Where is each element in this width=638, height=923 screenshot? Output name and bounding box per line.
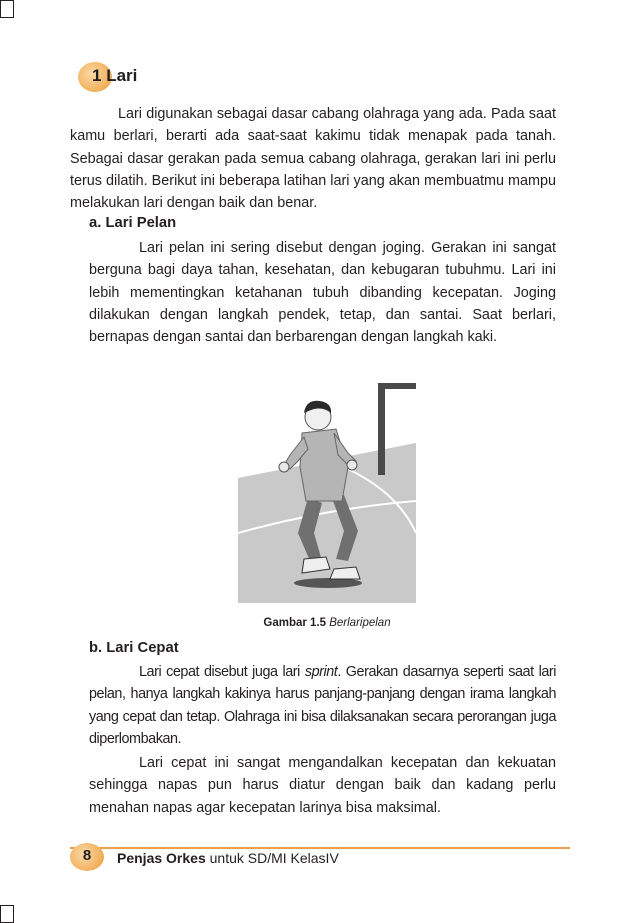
footer-book-title xyxy=(117,850,339,866)
crop-mark-bottom xyxy=(0,905,14,923)
lari-cepat-paragraph-2: Lari cepat ini sangat mengandalkan kecepatan dan kekuatan sehingga napas pun harus diatur dengan baik dan kadang perlu menahan napas agar kecepatan larinya bisa maksimal. xyxy=(89,755,556,816)
boy-jogging-illustration xyxy=(238,383,416,603)
sprint-term: sprint xyxy=(304,664,338,680)
figure-illustration xyxy=(238,383,416,603)
lari-cepat-text-start: Lari cepat disebut juga lari xyxy=(139,664,305,680)
subheading-lari-pelan: a. Lari Pelan xyxy=(89,215,177,231)
intro-paragraph: Lari digunakan sebagai dasar cabang olahraga yang ada. Pada saat kamu berlari, berarti ada saat-saat kakimu tidak menapak pada tanah. Sebagai dasar gerakan pada semua cabang olahraga, gerakan lari ini perlu terus dilatih. Berikut ini beberapa latihan lari yang akan membuatmu mampu melakukan lari dengan baik dan benar. xyxy=(70,106,556,212)
figure-caption xyxy=(238,617,416,629)
lari-cepat-text-end: . Gerakan dasarnya seperti saat lari pelan, hanya langkah kakinya harus panjang-panjang dengan irama langkah yang cepat dan tetap. Olahraga ini bisa dilaksanakan secara perorangan juga diperlombakan. xyxy=(89,664,556,747)
hand-right xyxy=(347,460,357,470)
footer-book-grade: untuk SD/MI KelasIV xyxy=(205,850,339,866)
goal-post xyxy=(378,383,385,475)
figure-caption-text: Berlaripelan xyxy=(329,617,391,629)
subheading-lari-cepat: b. Lari Cepat xyxy=(89,640,179,656)
footer-rule xyxy=(70,847,570,849)
section-number: 1 xyxy=(92,66,102,85)
footer-book-name: Penjas Orkes xyxy=(117,850,206,866)
crop-mark-top xyxy=(0,0,14,18)
figure-label: Gambar 1.5 xyxy=(263,617,327,629)
shirt xyxy=(300,429,348,501)
lari-pelan-paragraph: Lari pelan ini sering disebut dengan joging. Gerakan ini sangat berguna bagi daya tahan, kesehatan, dan kebugaran tubuhmu. Lari ini lebih mementingkan ketahanan tubuh dibanding kecepatan. Joging dilakukan dengan langkah pendek, tetap, dan santai. Saat berlari, bernapas dengan santai dan berbarengan dengan langkah kaki. xyxy=(89,240,556,346)
goal-bar xyxy=(378,383,416,389)
section-name: Lari xyxy=(106,66,138,85)
page-number: 8 xyxy=(82,847,92,864)
hand-left xyxy=(279,462,289,472)
lari-cepat-paragraph-1 xyxy=(89,661,556,750)
shoe-right xyxy=(330,567,360,579)
section-title xyxy=(92,66,137,86)
